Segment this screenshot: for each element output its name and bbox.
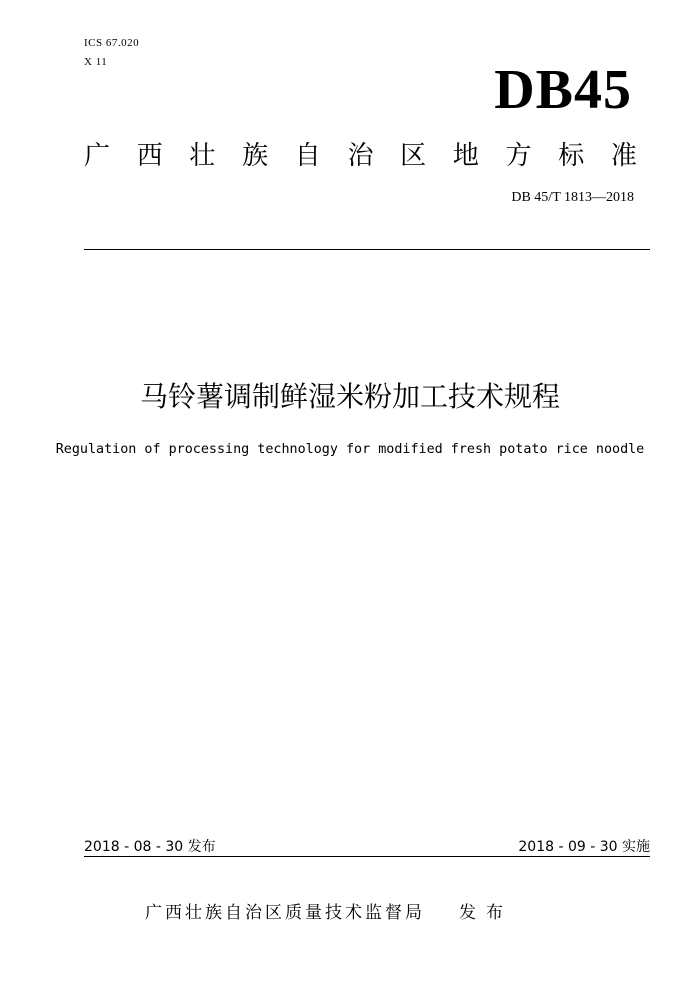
standard-type-char: 自 — [294, 141, 321, 171]
standard-type-char: 区 — [400, 141, 427, 171]
standard-type-char: 地 — [452, 141, 479, 171]
document-title-english: Regulation of processing technology for modified fresh potato rice noodle — [55, 442, 645, 457]
standard-type-char: 方 — [505, 141, 532, 171]
issue-date: 2018 - 08 - 30 发布 — [84, 839, 216, 855]
issuer-line — [145, 902, 513, 924]
implementation-date: 2018 - 09 - 30 实施 — [518, 839, 650, 855]
header-divider — [84, 249, 650, 250]
classification-code: X 11 — [84, 56, 108, 68]
standard-type-char: 准 — [610, 141, 637, 171]
document-title-chinese: 马铃薯调制鲜湿米粉加工技术规程 — [139, 380, 560, 413]
standard-number: DB 45/T 1813—2018 — [511, 190, 634, 205]
ics-code: ICS 67.020 — [84, 37, 140, 49]
footer-divider — [84, 856, 650, 857]
standard-type-char: 治 — [347, 141, 374, 171]
issuer-action: 发布 — [459, 903, 513, 923]
issuer-name: 广西壮族自治区质量技术监督局 — [145, 903, 425, 923]
standard-type-char: 壮 — [189, 141, 216, 171]
standard-type-char: 西 — [136, 141, 163, 171]
standard-type — [84, 139, 637, 173]
standard-logo: DB45 — [494, 59, 632, 121]
standard-type-char: 标 — [558, 141, 585, 171]
standard-type-char: 广 — [84, 141, 111, 171]
standard-type-char: 族 — [242, 141, 269, 171]
